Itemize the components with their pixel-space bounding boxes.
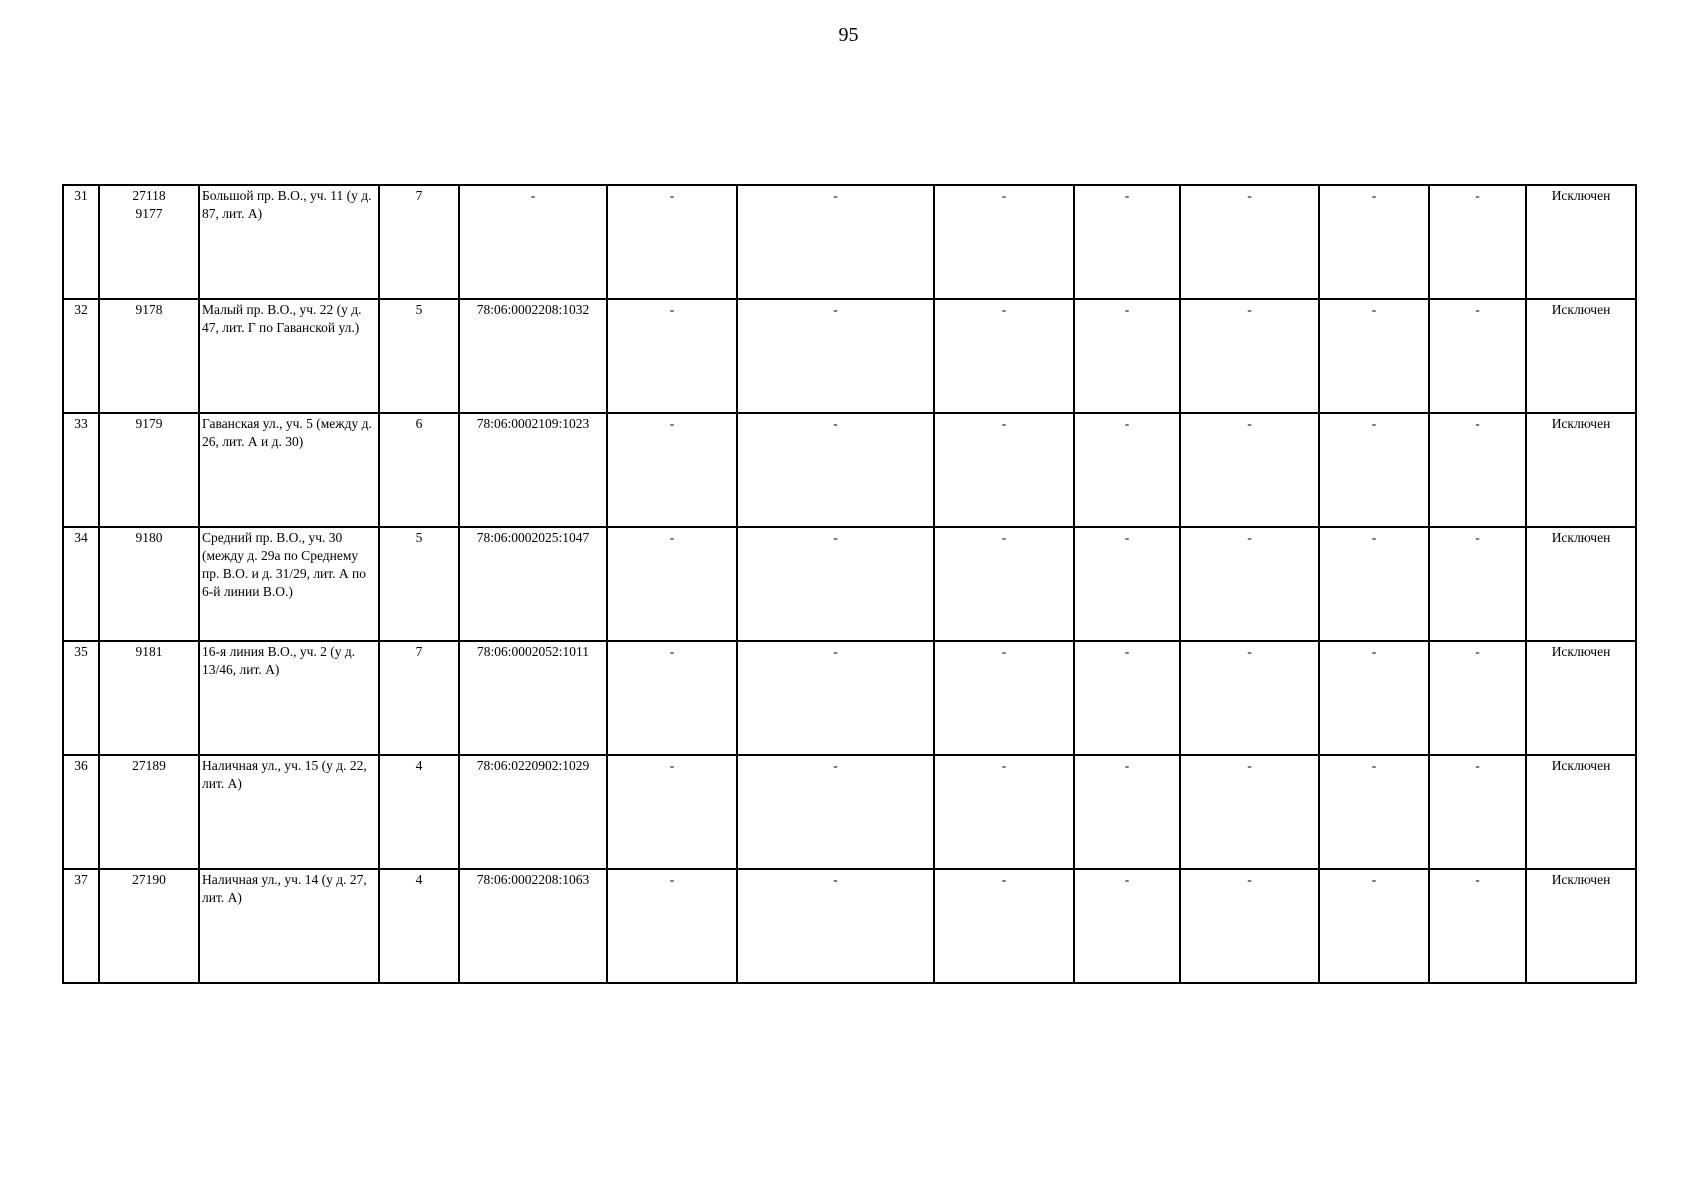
value-cell: - [934,641,1074,755]
value-cell: - [934,869,1074,983]
id-value: 9179 [135,416,163,431]
value-cell: - [607,527,737,641]
page-number: 95 [838,24,859,46]
table-row [63,413,1636,527]
row-number-cell: 34 [63,527,99,641]
value-cell: - [1180,641,1319,755]
row-number-cell: 37 [63,869,99,983]
value-cell: - [1319,755,1429,869]
value-cell: - [737,299,934,413]
id-cell [99,869,199,983]
address-cell: Малый пр. В.О., уч. 22 (у д. 47, лит. Г по Гаванской ул.) [199,299,379,413]
value-cell: - [934,185,1074,299]
value-cell: - [607,755,737,869]
status-cell: Исключен [1526,527,1636,641]
row-number-cell: 33 [63,413,99,527]
value-cell: - [1074,527,1180,641]
value-cell: - [1429,413,1526,527]
value-cell: - [1074,413,1180,527]
address-cell: Средний пр. В.О., уч. 30 (между д. 29а по Среднему пр. В.О. и д. 31/29, лит. А по 6-й линии В.О.) [199,527,379,641]
cadastral-number-cell: - [459,185,607,299]
value-cell: - [737,641,934,755]
count-cell: 5 [379,299,459,413]
value-cell: - [1429,299,1526,413]
table-row [63,299,1636,413]
value-cell: - [737,185,934,299]
cadastral-number-cell: 78:06:0002025:1047 [459,527,607,641]
table-body [63,185,1636,983]
row-number-cell: 31 [63,185,99,299]
id-value: 9177 [135,206,163,221]
address-cell: Наличная ул., уч. 14 (у д. 27, лит. А) [199,869,379,983]
cadastral-number-cell: 78:06:0002208:1032 [459,299,607,413]
count-cell: 5 [379,527,459,641]
value-cell: - [607,413,737,527]
value-cell: - [737,869,934,983]
status-cell: Исключен [1526,869,1636,983]
value-cell: - [1180,755,1319,869]
table-row [63,869,1636,983]
id-value: 9181 [135,644,163,659]
status-cell: Исключен [1526,755,1636,869]
table-row [63,527,1636,641]
value-cell: - [1074,641,1180,755]
value-cell: - [934,413,1074,527]
value-cell: - [1074,755,1180,869]
id-value: 27190 [132,872,166,887]
value-cell: - [1319,413,1429,527]
value-cell: - [737,755,934,869]
value-cell: - [607,299,737,413]
value-cell: - [934,755,1074,869]
value-cell: - [1180,869,1319,983]
address-cell: Наличная ул., уч. 15 (у д. 22, лит. А) [199,755,379,869]
id-value: 27189 [132,758,166,773]
table-row [63,755,1636,869]
address-cell: 16-я линия В.О., уч. 2 (у д. 13/46, лит. А) [199,641,379,755]
cadastral-number-cell: 78:06:0002052:1011 [459,641,607,755]
id-cell [99,641,199,755]
records-table [62,184,1637,984]
value-cell: - [1180,299,1319,413]
count-cell: 7 [379,185,459,299]
status-cell: Исключен [1526,413,1636,527]
id-cell [99,299,199,413]
cadastral-number-cell: 78:06:0002208:1063 [459,869,607,983]
value-cell: - [607,869,737,983]
value-cell: - [1319,869,1429,983]
status-cell: Исключен [1526,185,1636,299]
count-cell: 7 [379,641,459,755]
value-cell: - [1074,869,1180,983]
table-row [63,641,1636,755]
id-cell [99,413,199,527]
status-cell: Исключен [1526,641,1636,755]
id-cell [99,185,199,299]
cadastral-number-cell: 78:06:0002109:1023 [459,413,607,527]
value-cell: - [1429,185,1526,299]
id-value: 9180 [135,530,163,545]
value-cell: - [1180,413,1319,527]
value-cell: - [934,527,1074,641]
value-cell: - [1319,527,1429,641]
value-cell: - [1319,299,1429,413]
value-cell: - [1429,869,1526,983]
value-cell: - [1319,641,1429,755]
value-cell: - [1180,185,1319,299]
row-number-cell: 36 [63,755,99,869]
address-cell: Большой пр. В.О., уч. 11 (у д. 87, лит. А) [199,185,379,299]
id-value: 9178 [135,302,163,317]
value-cell: - [1074,185,1180,299]
id-value: 27118 [132,188,166,203]
value-cell: - [1074,299,1180,413]
row-number-cell: 35 [63,641,99,755]
count-cell: 4 [379,755,459,869]
value-cell: - [1429,755,1526,869]
cadastral-number-cell: 78:06:0220902:1029 [459,755,607,869]
value-cell: - [607,641,737,755]
value-cell: - [1429,641,1526,755]
value-cell: - [737,527,934,641]
value-cell: - [1319,185,1429,299]
status-cell: Исключен [1526,299,1636,413]
value-cell: - [1429,527,1526,641]
value-cell: - [1180,527,1319,641]
id-cell [99,527,199,641]
value-cell: - [607,185,737,299]
value-cell: - [934,299,1074,413]
row-number-cell: 32 [63,299,99,413]
address-cell: Гаванская ул., уч. 5 (между д. 26, лит. А и д. 30) [199,413,379,527]
id-cell [99,755,199,869]
count-cell: 4 [379,869,459,983]
count-cell: 6 [379,413,459,527]
table-row [63,185,1636,299]
value-cell: - [737,413,934,527]
